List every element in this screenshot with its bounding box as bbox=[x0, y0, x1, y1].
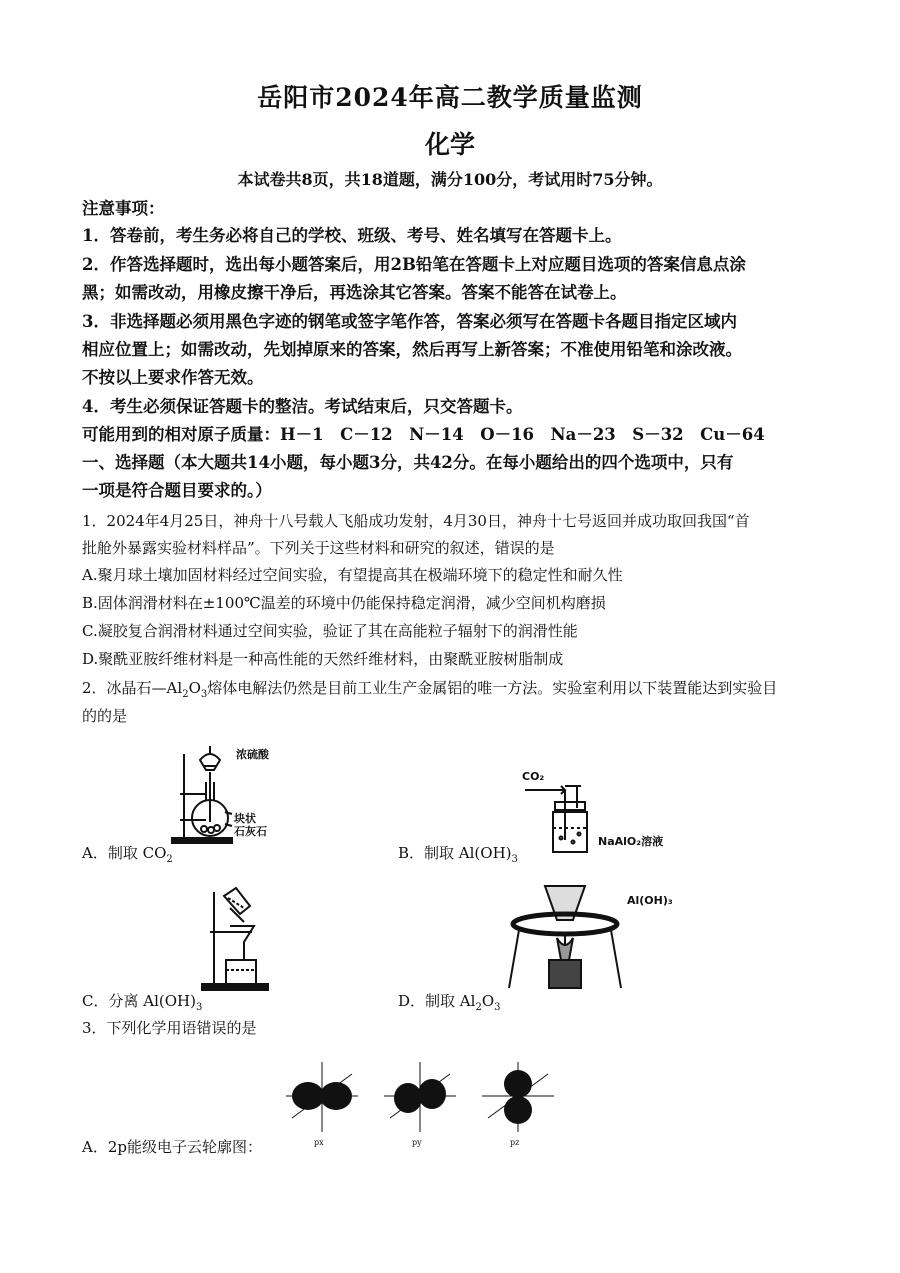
note-4: 4．考生必须保证答题卡的整洁。考试结束后，只交答题卡。 bbox=[82, 397, 523, 416]
q1-stem-1: 1．2024年4月25日，神舟十八号载人飞船成功发射，4月30日，神舟十七号返回并成功取回我国“首 bbox=[82, 512, 750, 530]
q3-option-a: A．2p能级电子云轮廓图： bbox=[82, 1138, 262, 1156]
figure-a-label-limestone: 石灰石 bbox=[234, 825, 267, 838]
figure-d-crucible bbox=[505, 880, 625, 998]
figure-d-label: Al(OH)₃ bbox=[627, 894, 673, 907]
atomic-masses: 可能用到的相对原子质量：H－1 C－12 N－14 O－16 Na－23 S－32 Cu－64 bbox=[82, 425, 765, 444]
figure-b-label-solution: NaAlO₂溶液 bbox=[598, 835, 664, 848]
subject-title: 化学 bbox=[424, 130, 475, 159]
note-3c: 不按以上要求作答无效。 bbox=[82, 368, 264, 387]
q2-option-d: D．制取 $Al_2O_3$ bbox=[398, 992, 501, 1013]
q1-option-b: B.固体润滑材料在±100℃温差的环境中仍能保持稳定润滑，减少空间机构磨损 bbox=[82, 594, 606, 612]
figure-a-label-acid: 浓硫酸 bbox=[236, 748, 269, 761]
q2-stem-1: 2．冰晶石$—Al_2O_3$熔体电解法仍然是目前工业生产金属铝的唯一方法。实验室利用以下装置能达到实验目 bbox=[82, 679, 778, 700]
figure-b-label-co2: CO₂ bbox=[522, 770, 545, 783]
note-3b: 相应位置上；如需改动，先划掉原来的答案，然后再写上新答案；不准使用铅笔和涂改液。 bbox=[82, 340, 742, 359]
q3-stem: 3．下列化学用语错误的是 bbox=[82, 1019, 257, 1037]
orbital-pz bbox=[478, 1060, 558, 1140]
orbital-py bbox=[380, 1060, 460, 1140]
q2-option-a: A．制取 $CO_2$ bbox=[82, 844, 173, 865]
figure-a-co2-apparatus bbox=[170, 742, 290, 847]
figure-a-label-block: 块状 bbox=[234, 812, 256, 825]
notes-heading: 注意事项： bbox=[82, 199, 165, 218]
q1-option-d: D.聚酰亚胺纤维材料是一种高性能的天然纤维材料，由聚酰亚胺树脂制成 bbox=[82, 650, 564, 668]
orbital-pz-label: pz bbox=[510, 1138, 520, 1147]
exam-info: 本试卷共8页，共18道题，满分100分，考试用时75分钟。 bbox=[237, 170, 663, 189]
q2-option-b: B．制取 $Al(OH)_3$ bbox=[398, 844, 518, 865]
note-2b: 黑；如需改动，用橡皮擦干净后，再选涂其它答案。答案不能答在试卷上。 bbox=[82, 283, 627, 302]
orbital-px bbox=[282, 1060, 362, 1140]
orbital-py-label: py bbox=[412, 1138, 422, 1147]
note-3a: 3．非选择题必须用黑色字迹的钢笔或签字笔作答，答案必须写在答题卡各题目指定区域内 bbox=[82, 312, 737, 331]
q2-option-c: C．分离 $Al(OH)_3$ bbox=[82, 992, 203, 1013]
q1-stem-2: 批舱外暴露实验材料样品”。下列关于这些材料和研究的叙述，错误的是 bbox=[82, 539, 555, 557]
section1-line1: 一、选择题（本大题共14小题，每小题3分，共42分。在每小题给出的四个选项中，只有 bbox=[82, 453, 734, 472]
note-2a: 2．作答选择题时，选出每小题答案后，用2B铅笔在答题卡上对应题目选项的答案信息点涂 bbox=[82, 255, 746, 274]
note-1: 1．答卷前，考生务必将自己的学校、班级、考号、姓名填写在答题卡上。 bbox=[82, 226, 622, 245]
q1-option-a: A.聚月球土壤加固材料经过空间实验，有望提高其在极端环境下的稳定性和耐久性 bbox=[82, 566, 623, 584]
q1-option-c: C.凝胶复合润滑材料通过空间实验，验证了其在高能粒子辐射下的润滑性能 bbox=[82, 622, 578, 640]
figure-c-filtration bbox=[200, 880, 275, 995]
section1-line2: 一项是符合题目要求的。） bbox=[82, 481, 272, 500]
q2-stem-2: 的的是 bbox=[82, 707, 128, 725]
orbital-px-label: px bbox=[314, 1138, 324, 1147]
exam-title: 岳阳市2024年高二教学质量监测 bbox=[257, 83, 643, 112]
